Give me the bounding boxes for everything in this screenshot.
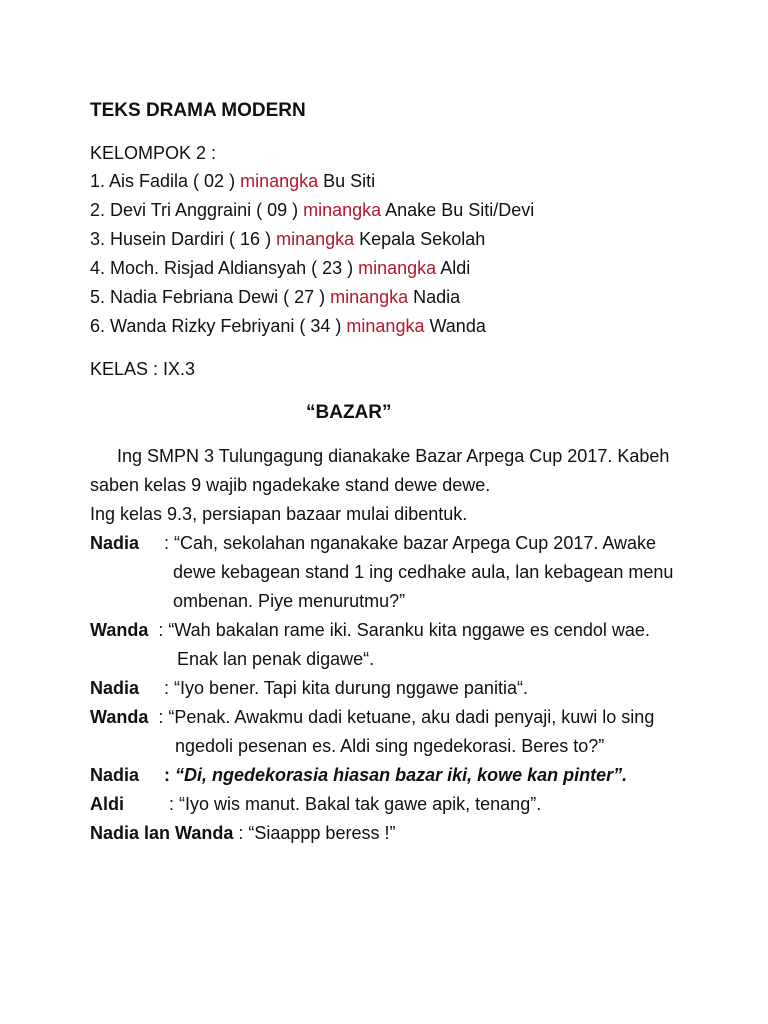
member-role: Wanda	[424, 316, 486, 336]
dialogue-entry	[90, 819, 730, 848]
member-role: Nadia	[408, 287, 461, 307]
dialogue-line: “Iyo wis manut. Bakal tak gawe apik, tenang”.	[179, 794, 542, 814]
dialogue-line: “Wah bakalan rame iki. Saranku kita nggawe es cendol wae.	[168, 620, 650, 640]
speaker-separator: :	[233, 823, 249, 843]
drama-title: “BAZAR”	[306, 402, 392, 423]
speaker-separator: :	[139, 533, 175, 553]
class-line: KELAS : IX.3	[90, 359, 196, 379]
member-name: 5. Nadia Febriana Dewi ( 27 )	[90, 287, 331, 307]
speaker-name: Wanda	[90, 620, 149, 640]
member-name: 3. Husein Dardiri ( 16 )	[90, 229, 277, 249]
member-item	[90, 312, 534, 341]
member-item	[90, 225, 534, 254]
speaker-separator: :	[139, 678, 175, 698]
member-role: Aldi	[436, 258, 471, 278]
dialogue-line: dewe kebagean stand 1 ing cedhake aula, lan kebagean menu	[173, 562, 674, 582]
narration-line: Ing SMPN 3 Tulungagung dianakake Bazar Arpega Cup 2017. Kabeh	[117, 446, 670, 466]
member-item	[90, 196, 534, 225]
role-word: minangka	[276, 229, 355, 249]
dialogue-line: ombenan. Piye menurutmu?”	[173, 591, 406, 611]
role-word: minangka	[240, 171, 319, 191]
member-item	[90, 167, 534, 196]
member-name: 4. Moch. Risjad Aldiansyah ( 23 )	[90, 258, 359, 278]
role-word: minangka	[303, 200, 382, 220]
dialogue-line: Enak lan penak digawe“.	[177, 649, 375, 669]
narration-line: Ing kelas 9.3, persiapan bazaar mulai dibentuk.	[90, 504, 468, 524]
speaker-separator: :	[148, 620, 169, 640]
dialogue-line: “Penak. Awakmu dadi ketuane, aku dadi penyaji, kuwi lo sing	[168, 707, 655, 727]
speaker-name: Nadia	[90, 765, 140, 785]
member-item	[90, 283, 534, 312]
speaker-name: Nadia	[90, 678, 140, 698]
dialogue-entry	[90, 761, 730, 790]
role-word: minangka	[346, 316, 425, 336]
dialogue-line: “Siaappp beress !”	[248, 823, 396, 843]
speaker-name: Aldi	[90, 794, 124, 814]
dialogue-entry	[90, 703, 730, 761]
document-title: TEKS DRAMA MODERN	[90, 100, 306, 121]
dialogue-entry	[90, 529, 730, 616]
dialogue-entry	[90, 616, 730, 674]
dialogue-line: “Cah, sekolahan nganakake bazar Arpega Cup 2017. Awake	[174, 533, 657, 553]
dialogue-entry	[90, 674, 730, 703]
role-word: minangka	[330, 287, 409, 307]
speaker-separator: :	[139, 765, 176, 785]
member-name: 6. Wanda Rizky Febriyani ( 34 )	[90, 316, 347, 336]
member-name: 1. Ais Fadila ( 02 )	[90, 171, 241, 191]
dialogue-entry	[90, 790, 730, 819]
member-list	[90, 167, 534, 341]
dialogue-line: “Iyo bener. Tapi kita durung nggawe panitia“.	[174, 678, 528, 698]
group-label: KELOMPOK 2 :	[90, 143, 217, 163]
member-item	[90, 254, 534, 283]
member-name: 2. Devi Tri Anggraini ( 09 )	[90, 200, 304, 220]
role-word: minangka	[358, 258, 437, 278]
speaker-name: Nadia	[90, 533, 140, 553]
speaker-separator: :	[124, 794, 180, 814]
speaker-name: Wanda	[90, 707, 149, 727]
member-role: Kepala Sekolah	[354, 229, 486, 249]
dialogue-line: “Di, ngedekorasia hiasan bazar iki, kowe kan pinter”.	[175, 765, 628, 785]
narration	[90, 442, 730, 529]
member-role: Bu Siti	[318, 171, 376, 191]
dialogue-line: ngedoli pesenan es. Aldi sing ngedekorasi. Beres to?”	[175, 736, 605, 756]
speaker-separator: :	[148, 707, 169, 727]
dialogue	[90, 529, 730, 848]
narration-line: saben kelas 9 wajib ngadekake stand dewe dewe.	[90, 475, 491, 495]
speaker-name: Nadia lan Wanda	[90, 823, 234, 843]
member-role: Anake Bu Siti/Devi	[381, 200, 535, 220]
